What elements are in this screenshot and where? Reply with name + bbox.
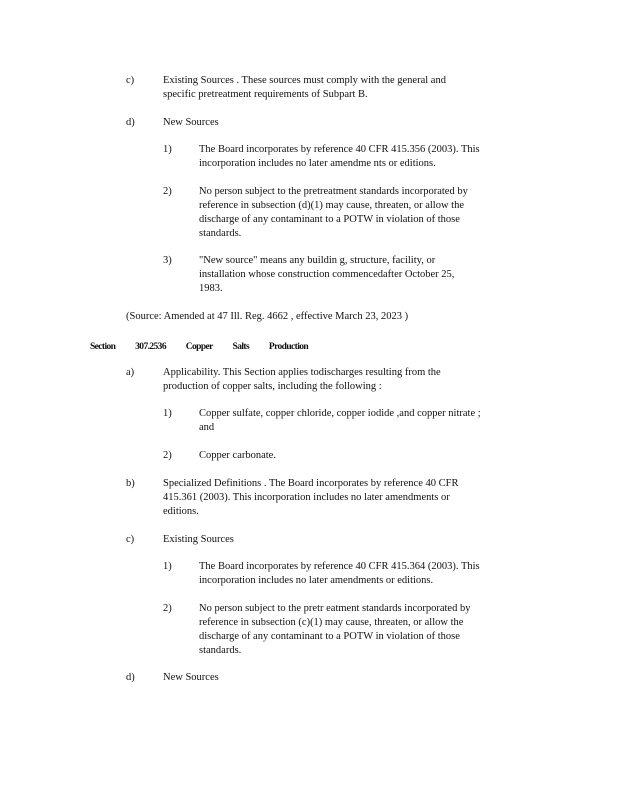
- section-title-word: Copper: [185, 342, 213, 352]
- label-a: a): [126, 367, 135, 378]
- item-line: incorporation includes no later amendme nts or editions.: [199, 158, 436, 169]
- item-line: No person subject to the pretreatment standards incorporated by: [199, 186, 468, 197]
- subsection-title: Existing Sources: [163, 534, 234, 545]
- item-line: standards.: [199, 228, 242, 239]
- item-number: 2): [163, 186, 172, 197]
- item-line: "New source" means any buildin g, structure, facility, or: [199, 255, 436, 266]
- item-number: 2): [163, 603, 172, 614]
- label-b: b): [126, 478, 135, 489]
- item-line: 1983.: [199, 283, 223, 294]
- item-line: Copper carbonate.: [199, 450, 276, 461]
- item-line: discharge of any contaminant to a POTW in violation of those: [199, 214, 460, 225]
- item-line: Copper sulfate, copper chloride, copper iodide ,and copper nitrate ;: [199, 408, 481, 419]
- item-line: and: [199, 422, 215, 433]
- section-word: Section: [90, 342, 116, 352]
- paragraph-line: production of copper salts, including the following :: [163, 381, 382, 392]
- label-c: c): [126, 75, 135, 86]
- item-number: 3): [163, 255, 172, 266]
- paragraph-line: specific pretreatment requirements of Subpart B.: [163, 89, 368, 100]
- paragraph-line: Existing Sources . These sources must comply with the general and: [163, 75, 446, 86]
- section-heading: [90, 340, 326, 354]
- item-line: incorporation includes no later amendments or editions.: [199, 575, 434, 586]
- section-number: 307.2536: [135, 342, 166, 352]
- item-number: 1): [163, 561, 172, 572]
- paragraph-line: 415.361 (2003). This incorporation includes no later amendments or: [163, 492, 450, 503]
- item-line: standards.: [199, 645, 242, 656]
- item-line: reference in subsection (d)(1) may cause, threaten, or allow the: [199, 200, 465, 211]
- subsection-title: New Sources: [163, 117, 219, 128]
- item-line: reference in subsection (c)(1) may cause, threaten, or allow the: [199, 617, 464, 628]
- section-title-word: Salts: [232, 342, 250, 352]
- subsection-title: New Sources: [163, 672, 219, 683]
- label-c: c): [126, 534, 135, 545]
- label-d: d): [126, 672, 135, 683]
- item-number: 2): [163, 450, 172, 461]
- paragraph-line: Applicability. This Section applies todischarges resulting from the: [163, 367, 441, 378]
- item-line: No person subject to the pretr eatment standards incorporated by: [199, 603, 471, 614]
- item-line: discharge of any contaminant to a POTW in violation of those: [199, 631, 460, 642]
- source-note: (Source: Amended at 47 Ill. Reg. 4662 , effective March 23, 2023 ): [126, 311, 409, 322]
- item-line: The Board incorporates by reference 40 CFR 415.364 (2003). This: [199, 561, 480, 572]
- section-title-word: Production: [268, 342, 309, 352]
- item-line: The Board incorporates by reference 40 CFR 415.356 (2003). This: [199, 144, 480, 155]
- item-number: 1): [163, 408, 172, 419]
- item-line: installation whose construction commencedafter October 25,: [199, 269, 455, 280]
- paragraph-line: editions.: [163, 506, 199, 517]
- label-d: d): [126, 117, 135, 128]
- item-number: 1): [163, 144, 172, 155]
- paragraph-line: Specialized Definitions . The Board incorporates by reference 40 CFR: [163, 478, 459, 489]
